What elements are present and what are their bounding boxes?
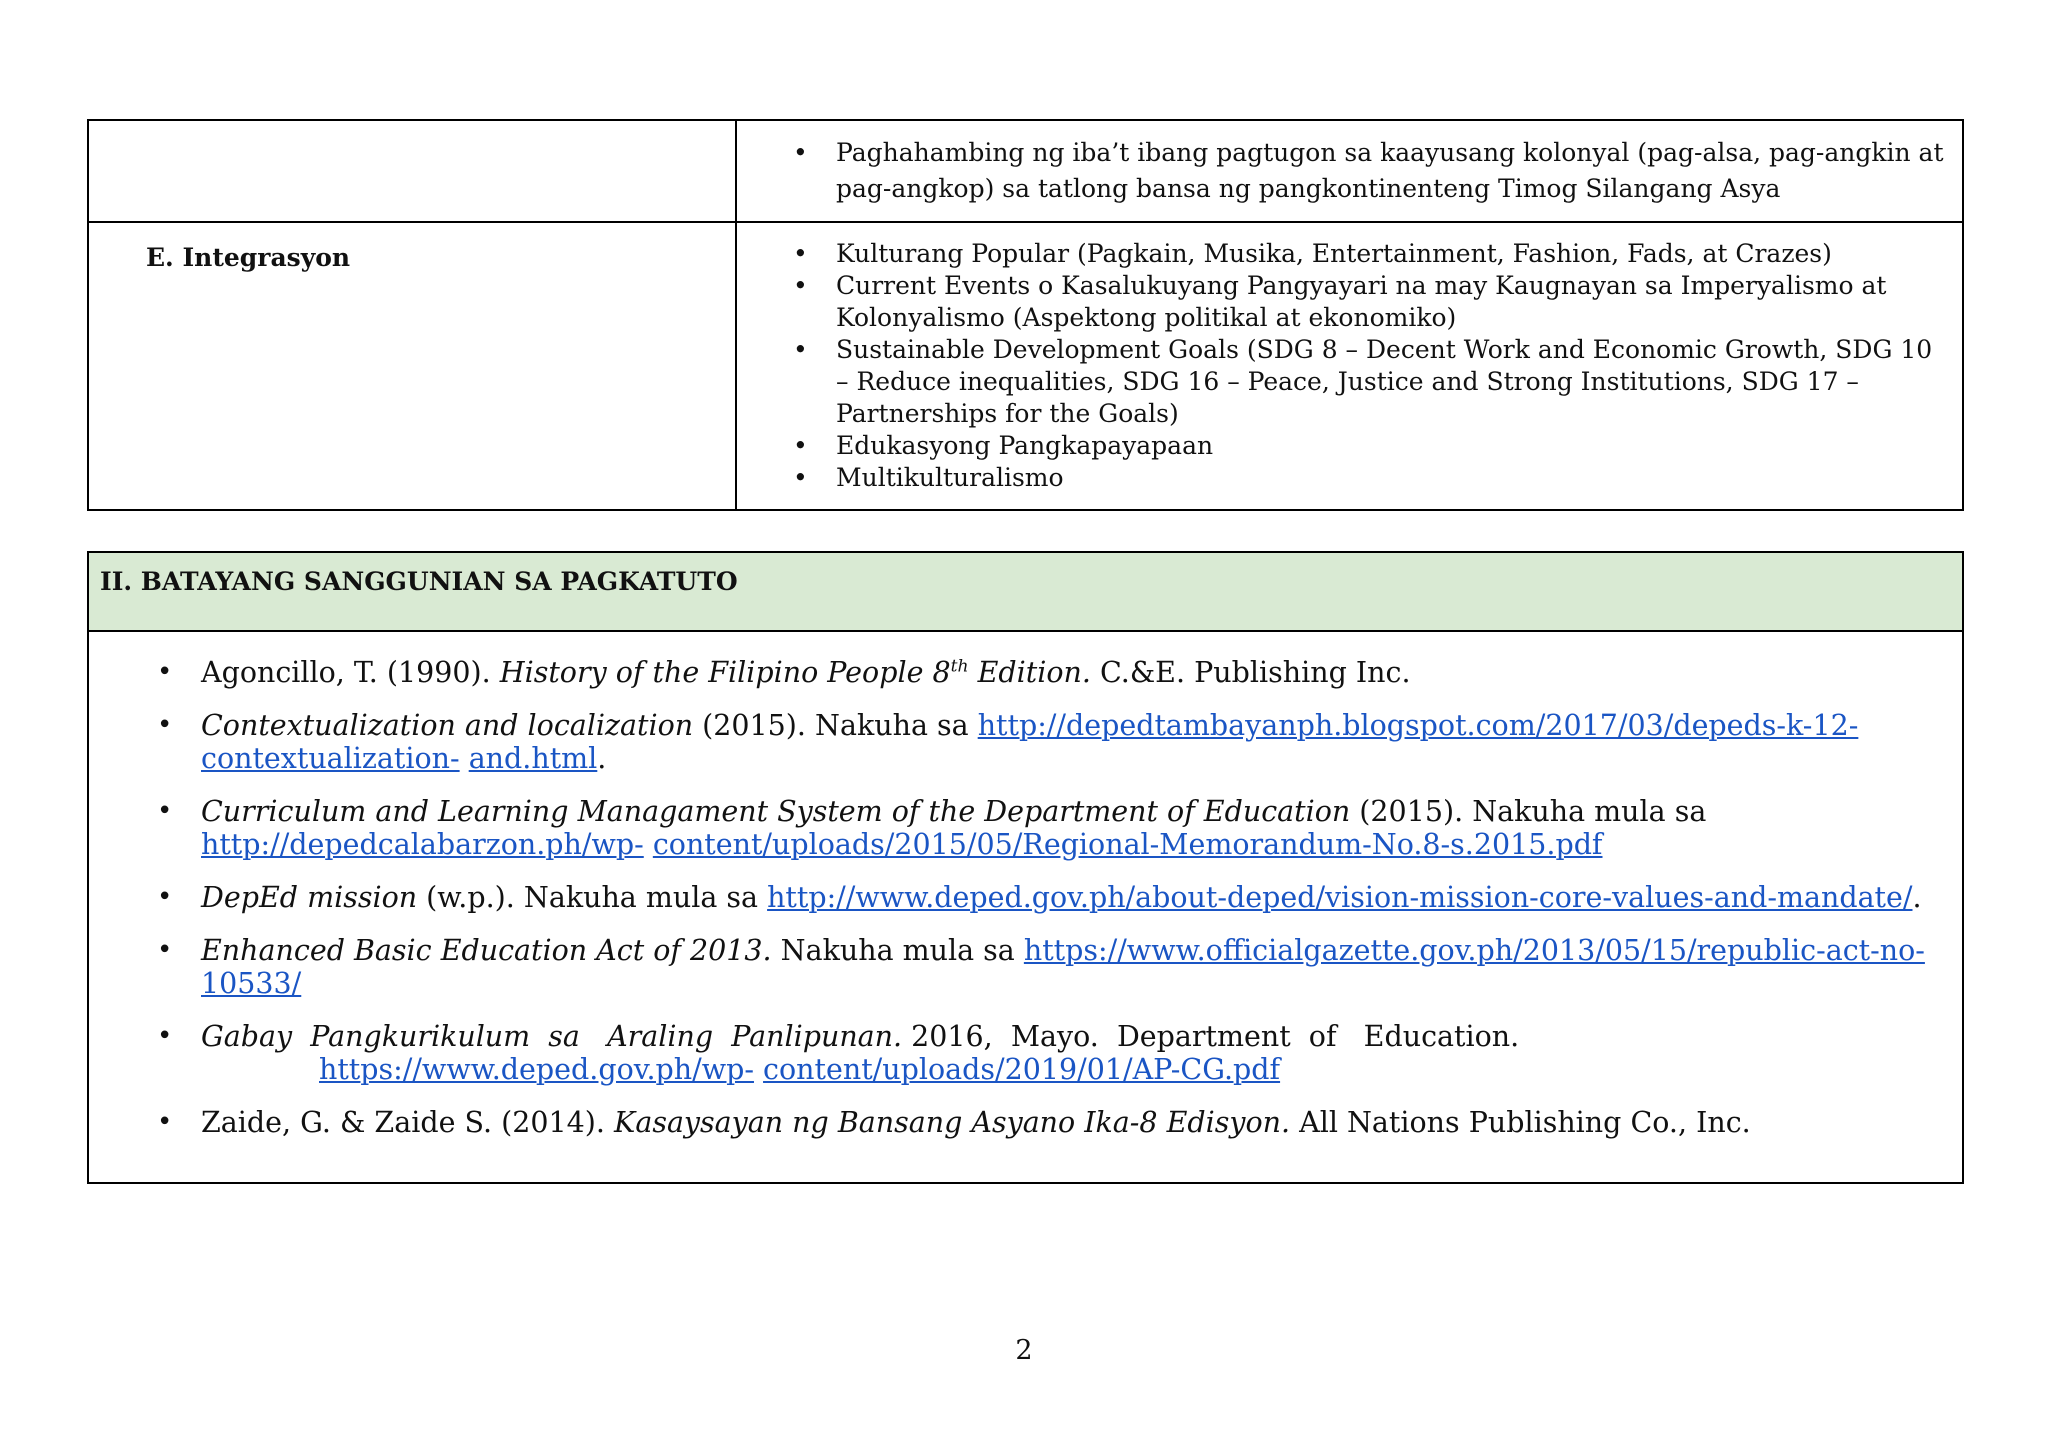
table-cell-empty (88, 120, 736, 222)
ref-title: Gabay Pangkurikulum sa Araling Panlipunan. (201, 1020, 903, 1053)
page-number: 2 (1015, 1335, 1033, 1366)
ref-text: . (1912, 881, 1922, 914)
bullet-list (737, 238, 1962, 494)
ref-link[interactable]: content/uploads/2019/01/AP-CG.pdf (763, 1053, 1281, 1086)
ref-link-line (201, 1053, 1942, 1086)
ref-text: Nakuha mula sa (771, 934, 1024, 967)
list-item: • Kulturang Popular (Pagkain, Musika, Entertainment, Fashion, Fads, at Crazes) (737, 238, 1962, 270)
reference-item (89, 1020, 1962, 1086)
table-cell (736, 120, 1963, 222)
ref-text: (w.p.). Nakuha mula sa (417, 881, 768, 914)
ref-title: Contextualization and localization (201, 709, 694, 742)
list-item: • Current Events o Kasalukuyang Pangyayari na may Kaugnayan sa Imperyalismo at Kolonyalismo (Aspektong politikal at ekonomiko) (737, 270, 1962, 334)
ref-link[interactable]: http://depedcalabarzon.ph/wp- (201, 828, 644, 861)
list-item: • Edukasyong Pangkapayapaan (737, 430, 1962, 462)
ref-text: Agoncillo, T. (1990). (201, 656, 500, 689)
ref-title: DepEd mission (201, 881, 418, 914)
ref-link[interactable]: https://www.deped.gov.ph/wp- (319, 1053, 754, 1086)
content-table (87, 119, 1964, 511)
ref-title: History of the Filipino People 8 (499, 656, 951, 689)
ref-title: Edition. (968, 656, 1091, 689)
reference-list (89, 656, 1962, 1139)
ref-title: Kasaysayan ng Bansang Asyano Ika-8 Edisyon. (614, 1106, 1291, 1139)
ref-link[interactable]: http://depedtambayanph.blogspot.com/2017/03/depeds-k-12-contextualization- (201, 709, 1859, 775)
reference-item (89, 934, 1962, 1000)
table-row (88, 120, 1963, 222)
ref-link[interactable]: http://www.deped.gov.ph/about-deped/vision-mission-core-values-and-mandate/ (767, 881, 1913, 914)
table-cell (736, 222, 1963, 510)
ref-superscript: th (950, 656, 969, 677)
list-item: • Paghahambing ng iba’t ibang pagtugon sa kaayusang kolonyal (pag-alsa, pag-angkin at pag-angkop) sa tatlong bansa ng pangkontinenteng Timog Silangang Asya (737, 135, 1962, 207)
ref-link[interactable]: https://www.officialgazette.gov.ph/2013/05/15/republic-act-no-10533/ (201, 934, 1925, 1000)
ref-link[interactable]: and.html (468, 742, 598, 775)
reference-item (89, 1106, 1962, 1139)
table-row (88, 222, 1963, 510)
section-label: E. Integrasyon (146, 243, 351, 272)
ref-text: . (597, 742, 607, 775)
section-heading: II. BATAYANG SANGGUNIAN SA PAGKATUTO (89, 553, 1962, 632)
bullet-list (737, 135, 1962, 207)
reference-item (89, 881, 1962, 914)
reference-item (89, 795, 1962, 861)
ref-text: (2015). Nakuha mula sa (1350, 795, 1707, 828)
ref-title: Curriculum and Learning Managament System of the Department of Education (201, 795, 1351, 828)
list-item: • Sustainable Development Goals (SDG 8 – Decent Work and Economic Growth, SDG 10 – Reduce inequalities, SDG 16 – Peace, Justice and Strong Institutions, SDG 17 – Partnerships for the Goals) (737, 334, 1962, 430)
ref-text: 2016, Mayo. Department of Education. (902, 1020, 1520, 1053)
reference-item (89, 709, 1962, 775)
ref-text: All Nations Publishing Co., Inc. (1290, 1106, 1751, 1139)
ref-link[interactable]: content/uploads/2015/05/Regional-Memorandum-No.8-s.2015.pdf (652, 828, 1603, 861)
references-box (87, 551, 1964, 1184)
ref-title: Enhanced Basic Education Act of 2013. (201, 934, 772, 967)
ref-text: C.&E. Publishing Inc. (1090, 656, 1411, 689)
table-cell (88, 222, 736, 510)
ref-text: (2015). Nakuha sa (693, 709, 978, 742)
reference-item (89, 656, 1962, 689)
ref-text: Zaide, G. & Zaide S. (2014). (201, 1106, 615, 1139)
list-item: • Multikulturalismo (737, 462, 1962, 494)
